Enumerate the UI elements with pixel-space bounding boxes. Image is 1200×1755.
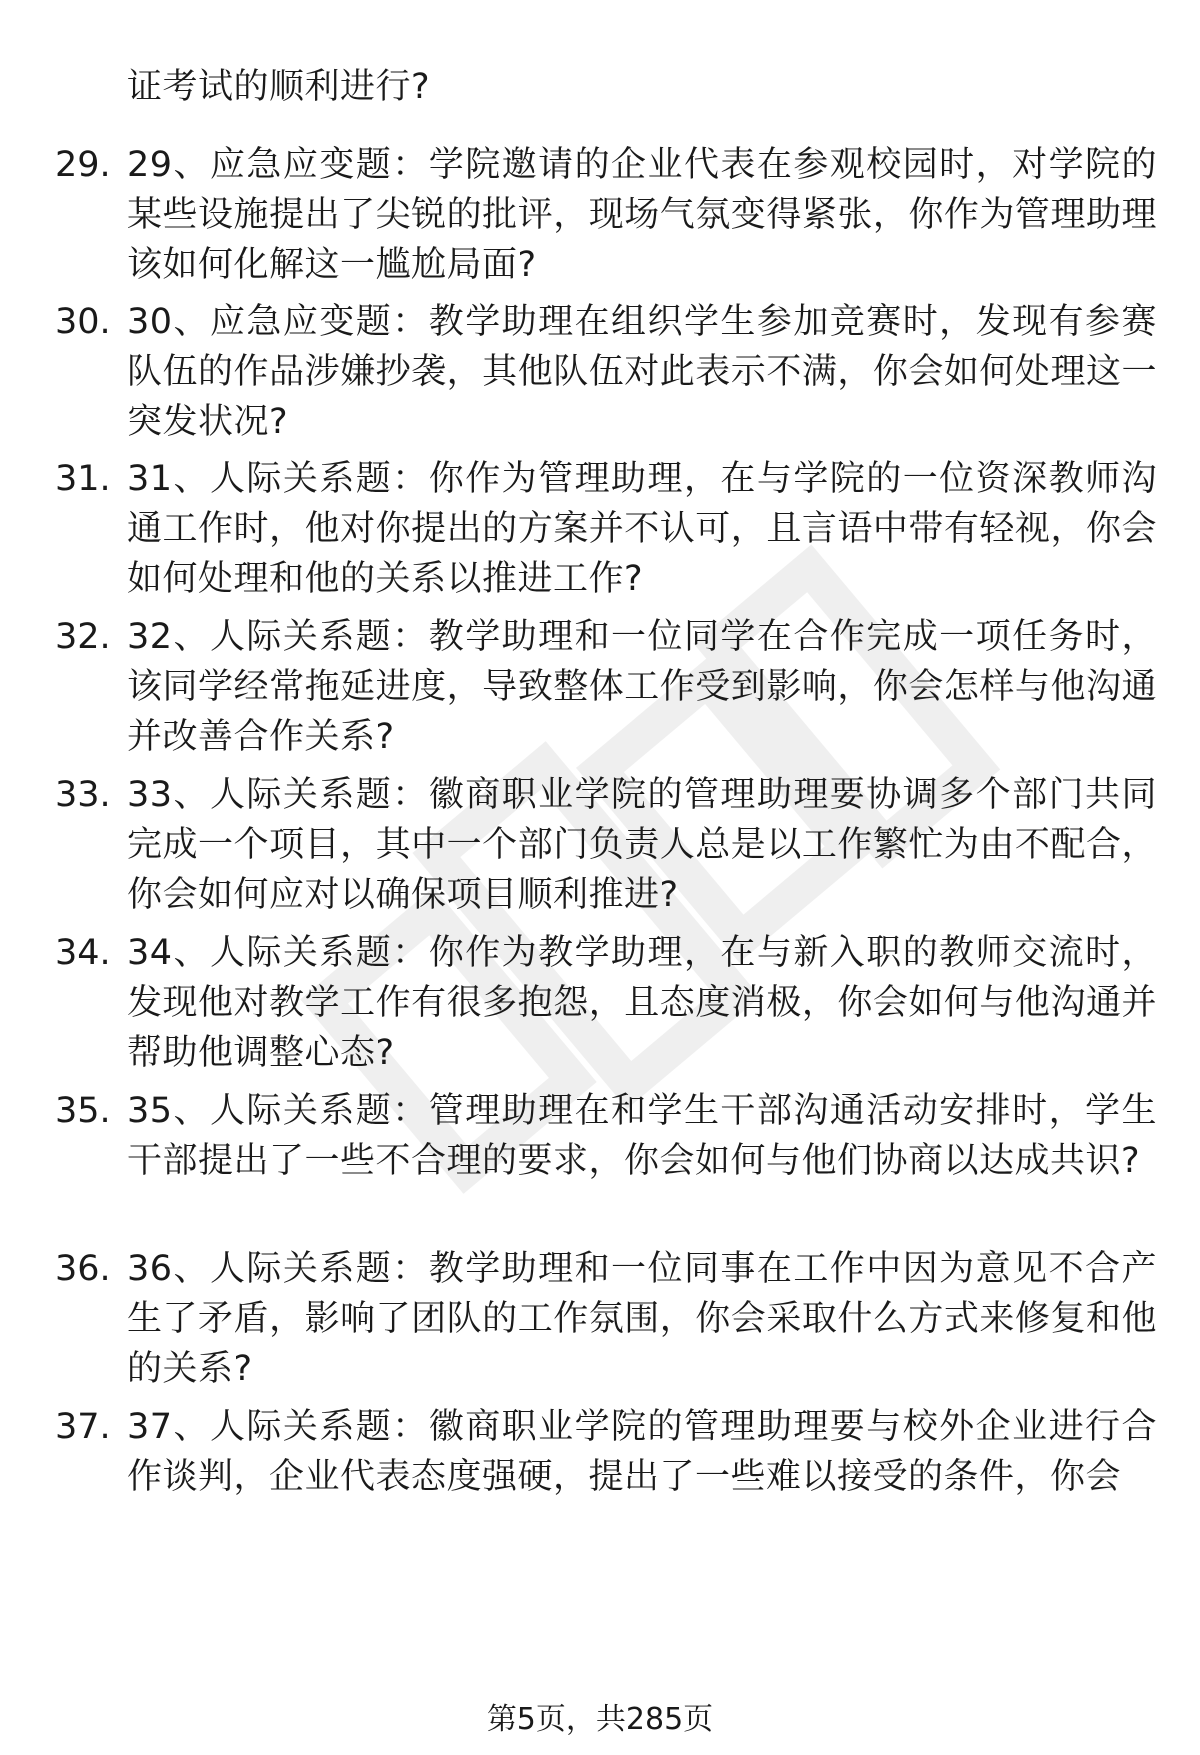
item-text: 36、人际关系题：教学助理和一位同事在工作中因为意见不合产生了矛盾，影响了团队的工作氛围，你会采取什么方式来修复和他的关系? xyxy=(127,1249,1157,1389)
item-text: 35、人际关系题：管理助理在和学生干部沟通活动安排时，学生干部提出了一些不合理的要求，你会如何与他们协商以达成共识? xyxy=(127,1091,1157,1181)
item-number: 36. xyxy=(55,1249,111,1289)
item-text: 30、应急应变题：教学助理在组织学生参加竞赛时，发现有参赛队伍的作品涉嫌抄袭，其他队伍对此表示不满，你会如何处理这一突发状况? xyxy=(127,302,1157,442)
item-number: 29. xyxy=(55,145,111,185)
item-number: 31. xyxy=(55,459,111,499)
item-number: 33. xyxy=(55,775,111,815)
item-number: 32. xyxy=(55,617,111,657)
item-number: 34. xyxy=(55,933,111,973)
page-footer: 第5页，共285页 xyxy=(486,1702,714,1737)
item-number: 30. xyxy=(55,302,111,342)
item-text: 31、人际关系题：你作为管理助理，在与学院的一位资深教师沟通工作时，他对你提出的方案并不认可，且言语中带有轻视，你会如何处理和他的关系以推进工作? xyxy=(127,459,1157,599)
item-number: 35. xyxy=(55,1091,111,1131)
item-text: 34、人际关系题：你作为教学助理，在与新入职的教师交流时，发现他对教学工作有很多抱怨，且态度消极，你会如何与他沟通并帮助他调整心态? xyxy=(127,933,1157,1073)
continuation-text: 证考试的顺利进行? xyxy=(127,67,431,107)
item-text: 37、人际关系题：徽商职业学院的管理助理要与校外企业进行合作谈判，企业代表态度强硬，提出了一些难以接受的条件，你会 xyxy=(127,1407,1157,1497)
item-text: 32、人际关系题：教学助理和一位同学在合作完成一项任务时，该同学经常拖延进度，导致整体工作受到影响，你会怎样与他沟通并改善合作关系? xyxy=(127,617,1157,757)
item-text: 29、应急应变题：学院邀请的企业代表在参观校园时，对学院的某些设施提出了尖锐的批评，现场气氛变得紧张，你作为管理助理该如何化解这一尴尬局面? xyxy=(127,145,1157,285)
item-text: 33、人际关系题：徽商职业学院的管理助理要协调多个部门共同完成一个项目，其中一个部门负责人总是以工作繁忙为由不配合，你会如何应对以确保项目顺利推进? xyxy=(127,775,1157,915)
item-number: 37. xyxy=(55,1407,111,1447)
